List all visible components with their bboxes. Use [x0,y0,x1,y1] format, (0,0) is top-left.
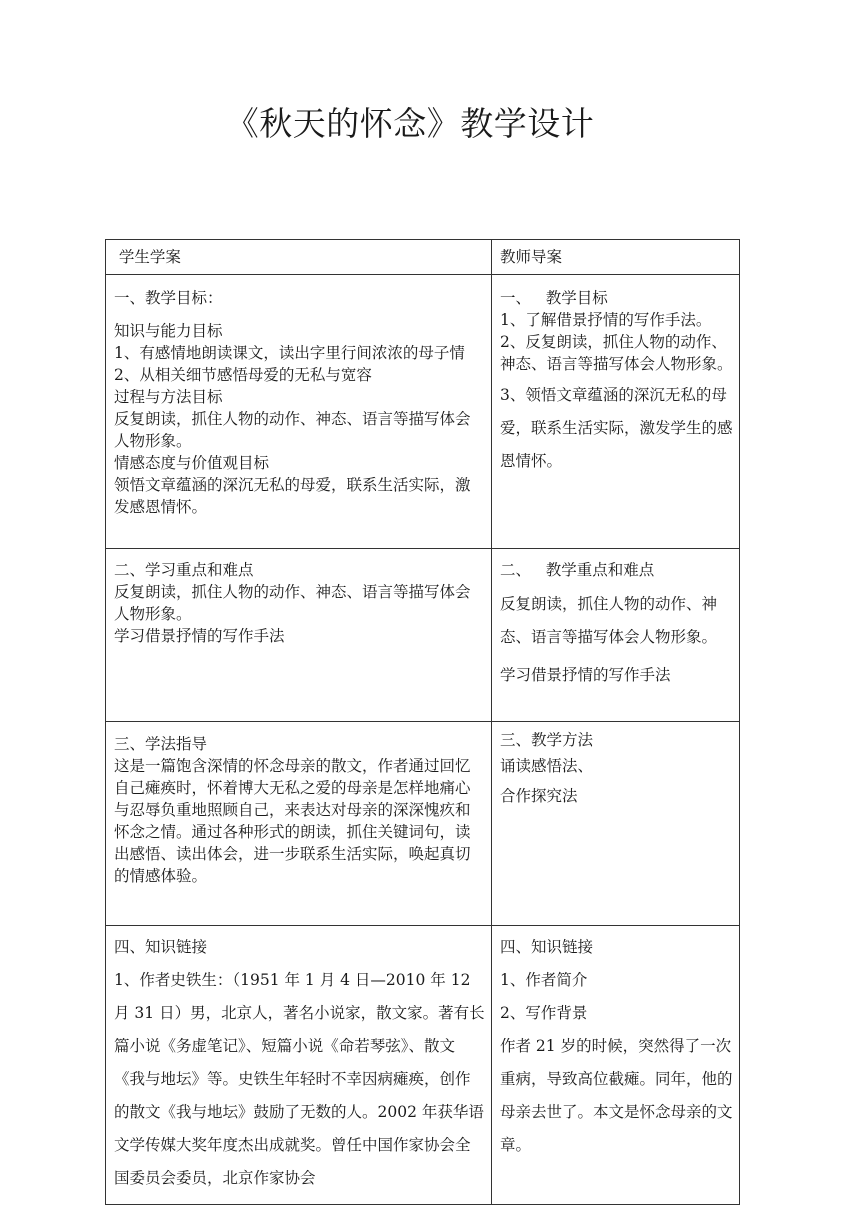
teacher-objectives-line: 1、了解借景抒情的写作手法。 [500,311,712,329]
teacher-keypoints-line: 学习借景抒情的写作手法 [500,666,671,684]
teacher-knowledge-line: 作者 21 岁的时候，突然得了一次重病，导致高位截瘫。同年，他的母亲去世了。本文是怀念母亲的文章。 [500,1037,733,1154]
teacher-keypoints-line: 反复朗读，抓住人物的动作、神态、语言等描写体会人物形象。 [500,595,718,646]
student-knowledge-text: 1、作者史铁生：（1951 年 1 月 4 日—2010 年 12 月 31 日）男，北京人，著名小说家，散文家。著有长篇小说《务虚笔记》、短篇小说《命若琴弦》、散文《我与地坛》等。史铁生年轻时不幸因病瘫痪，创作的散文《我与地坛》鼓励了无数的人。2002 年获华语文学传媒大奖年度杰出成就奖。曾任中国作家协会全国委员会委员，北京作家协会 [114,971,485,1187]
student-objectives-heading: 一、教学目标： [114,289,223,307]
teacher-knowledge-line: 1、作者简介 [500,971,588,989]
teacher-keypoints-cell [492,549,740,722]
teacher-keypoints-heading: 二、 教学重点和难点 [500,561,655,579]
lesson-plan-table [105,239,740,1205]
teacher-objectives-heading: 一、 教学目标 [500,289,608,307]
header-teacher: 教师导案 [492,240,740,275]
student-knowledge-cell [106,926,492,1205]
student-keypoints-line: 反复朗读，抓住人物的动作、神态、语言等描写体会人物形象。 [114,583,471,623]
student-keypoints-line: 学习借景抒情的写作手法 [114,627,285,645]
student-method-cell [106,722,492,926]
student-objectives-line: 知识与能力目标 [114,322,223,340]
teacher-method-line: 合作探究法 [500,787,578,805]
student-objectives-line: 1、有感情地朗读课文，读出字里行间浓浓的母子情 [114,344,465,362]
table-row [106,275,740,549]
student-keypoints-cell [106,549,492,722]
teacher-objectives-line: 3、领悟文章蕴涵的深沉无私的母爱，联系生活实际，激发学生的感恩情怀。 [500,386,733,470]
teacher-knowledge-line: 2、写作背景 [500,1004,588,1022]
student-method-heading: 三、学法指导 [114,735,208,753]
header-student: 学生学案 [106,240,492,275]
student-objectives-cell [106,275,492,549]
document-title: 《秋天的怀念》教学设计 [225,104,595,143]
teacher-objectives-line: 2、反复朗读，抓住人物的动作、神态、语言等描写体会人物形象。 [500,333,733,373]
student-objectives-line: 反复朗读，抓住人物的动作、神态、语言等描写体会人物形象。 [114,410,471,450]
student-objectives-line: 过程与方法目标 [114,388,223,406]
table-header-row [106,240,740,275]
table-row [106,549,740,722]
student-method-text: 这是一篇饱含深情的怀念母亲的散文，作者通过回忆自己瘫痪时，怀着博大无私之爱的母亲是怎样地痛心与忍辱负重地照顾自己，来表达对母亲的深深愧疚和怀念之情。通过各种形式的朗读，抓住关键词句，读出感悟、读出体会，进一步联系生活实际，唤起真切的情感体验。 [114,757,471,885]
teacher-method-line: 诵读感悟法、 [500,757,594,775]
teacher-method-cell [492,722,740,926]
teacher-knowledge-cell [492,926,740,1205]
table-row [106,722,740,926]
student-objectives-line: 情感态度与价值观目标 [114,454,270,472]
student-objectives-line: 2、从相关细节感悟母爱的无私与宽容 [114,366,372,384]
student-knowledge-heading: 四、知识链接 [114,938,208,956]
teacher-knowledge-heading: 四、知识链接 [500,938,594,956]
table-row [106,926,740,1205]
student-objectives-line: 领悟文章蕴涵的深沉无私的母爱，联系生活实际，激发感恩情怀。 [114,476,471,516]
teacher-objectives-cell [492,275,740,549]
student-keypoints-heading: 二、学习重点和难点 [114,561,254,579]
teacher-method-heading: 三、教学方法 [500,731,594,749]
